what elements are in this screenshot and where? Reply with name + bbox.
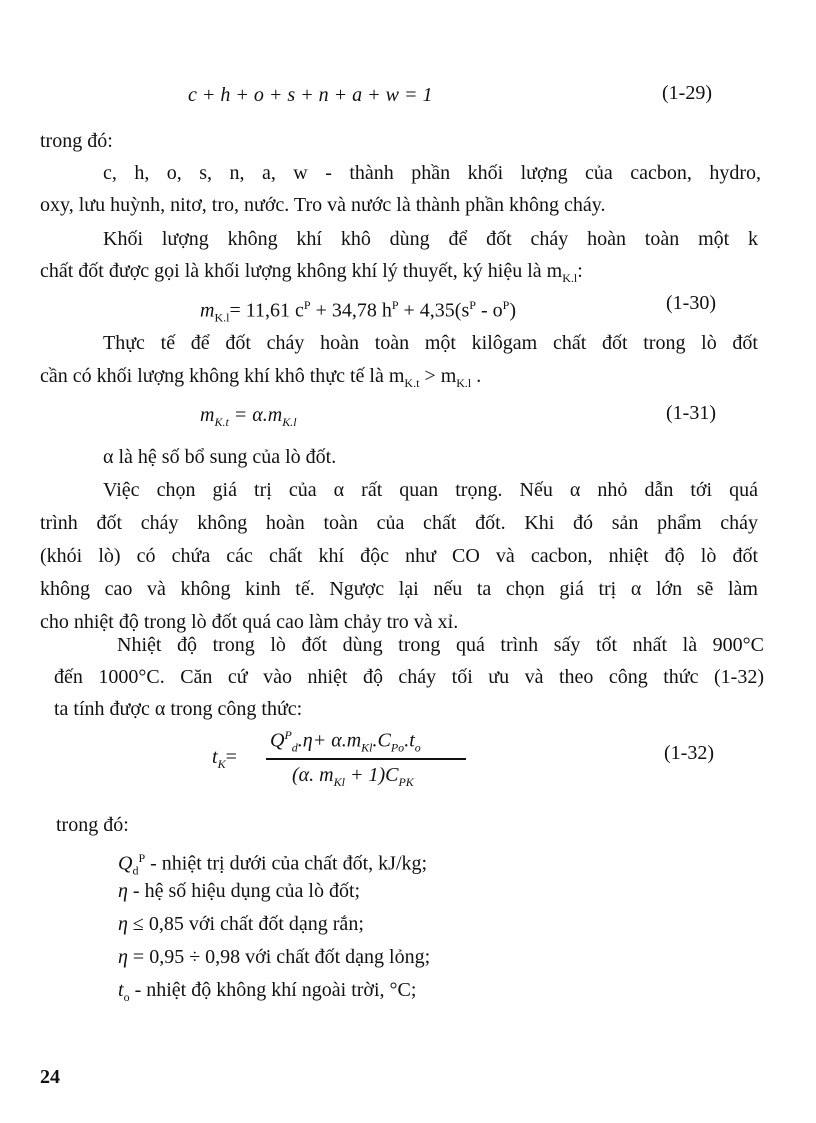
text-span: = 11,61 c [229, 299, 304, 322]
definition-item [118, 911, 364, 937]
equation-number: (1-29) [662, 82, 712, 104]
equation-lhs [212, 746, 237, 772]
subscript: K.l [456, 376, 472, 390]
fraction-bar [266, 758, 466, 760]
subscript: K.t [214, 415, 229, 429]
paragraph-line: ta tính được α trong công thức: [54, 698, 303, 720]
equation-number: (1-32) [664, 742, 714, 764]
subscript: K.l [562, 271, 578, 285]
equals-sign: = [225, 746, 237, 768]
paragraph-line: Nhiệt độ trong lò đốt dùng trong quá trình sấy tốt nhất là 900°C [117, 634, 764, 656]
paragraph-line: Việc chọn giá trị của α rất quan trọng. Nếu α nhỏ dẫn tới quá [103, 479, 758, 501]
definition-text: = 0,95 ÷ 0,98 với chất đốt dạng lỏng; [127, 946, 431, 968]
text-span: chất đốt được gọi là khối lượng không khí lý thuyết, ký hiệu là m [40, 260, 563, 282]
symbol: η [118, 946, 128, 968]
paragraph-line: đến 1000°C. Căn cứ vào nhiệt độ cháy tối ưu và theo công thức (1-32) [54, 666, 764, 688]
equation-1-31 [200, 402, 297, 435]
subscript: d [132, 863, 139, 878]
text-span: .t [404, 729, 415, 752]
equation-number: (1-30) [666, 292, 716, 314]
symbol: η [118, 880, 128, 902]
page-number: 24 [40, 1066, 60, 1088]
symbol: t [118, 979, 124, 1001]
paragraph-line [40, 258, 583, 291]
symbol: m [200, 404, 215, 426]
paragraph-line: oxy, lưu huỳnh, nitơ, tro, nước. Tro và nước là thành phần không cháy. [40, 194, 606, 216]
paragraph-line [40, 363, 481, 396]
symbol: Q [270, 729, 285, 752]
text-span: > m [419, 365, 457, 387]
symbol: t [212, 746, 218, 768]
text-span: ) [509, 299, 516, 322]
text-span: + 34,78 h [310, 299, 392, 322]
equation-1-30 [200, 292, 516, 331]
superscript: P [469, 298, 476, 312]
subscript: K [217, 757, 226, 771]
text-span: = α.m [233, 404, 283, 426]
definition-text: - hệ số hiệu dụng của lò đốt; [127, 880, 361, 902]
subscript: K.l [214, 310, 230, 325]
paragraph-line: Khối lượng không khí khô dùng để đốt cháy hoàn toàn một k [103, 228, 758, 250]
subscript: K.t [404, 376, 420, 390]
definition-text: ≤ 0,85 với chất đốt dạng rắn; [127, 913, 364, 935]
text-span: : [577, 260, 583, 282]
text-span: .C [372, 729, 391, 752]
text-span: + 4,35(s [398, 299, 470, 322]
fraction-denominator [292, 764, 414, 790]
equation-1-29 [188, 82, 432, 108]
text-span: + 1)C [344, 764, 399, 786]
text-span: (α. m [292, 764, 334, 786]
symbol: η [118, 913, 128, 935]
paragraph-line: c, h, o, s, n, a, w - thành phần khối lượng của cacbon, hydro, [103, 162, 761, 184]
definition-text: - nhiệt độ không khí ngoài trời, °C; [129, 979, 417, 1001]
superscript: P [391, 298, 399, 312]
subscript: Kl [361, 740, 373, 755]
superscript: P [138, 851, 146, 865]
fraction-numerator [270, 728, 421, 756]
text-span: .η+ α.m [297, 729, 362, 752]
definition-text: - nhiệt trị dưới của chất đốt, kJ/kg; [145, 852, 428, 875]
paragraph-line: trình đốt cháy không hoàn toàn của chất đốt. Khi đó sản phẩm cháy [40, 512, 758, 534]
definition-item [118, 878, 360, 904]
subscript: K.l [282, 415, 297, 429]
equation-1-32 [212, 724, 472, 794]
paragraph-line: Thực tế để đốt cháy hoàn toàn một kilôgam chất đốt trong lò đốt [103, 332, 758, 354]
subscript: o [414, 740, 421, 755]
paragraph-line: α là hệ số bổ sung của lò đốt. [103, 446, 337, 468]
text-span: cần có khối lượng không khí khô thực tế là m [40, 365, 405, 387]
superscript: P [303, 298, 311, 312]
superscript: P [284, 728, 292, 742]
symbol: m [200, 299, 215, 322]
symbol: Q [118, 852, 133, 875]
definition-item [118, 944, 430, 970]
paragraph-line: không cao và không kinh tế. Ngược lại nếu ta chọn giá trị α lớn sẽ làm [40, 578, 758, 600]
trong-do-label: trong đó: [40, 130, 113, 152]
paragraph-line: (khói lò) có chứa các chất khí độc như CO và cacbon, nhiệt độ lò đốt [40, 545, 758, 567]
subscript: Po [390, 740, 405, 755]
subscript: o [123, 990, 130, 1004]
text-span: - o [475, 299, 503, 322]
subscript: d [291, 740, 298, 755]
equation-formula: c + h + o + s + n + a + w = 1 [188, 84, 433, 106]
subscript: PK [398, 775, 414, 789]
superscript: P [502, 298, 510, 312]
text-span: . [471, 365, 482, 387]
paragraph-line: cho nhiệt độ trong lò đốt quá cao làm chảy tro và xỉ. [40, 611, 459, 633]
subscript: Kl [333, 775, 345, 789]
equation-number: (1-31) [666, 402, 716, 424]
definition-item [118, 977, 416, 1010]
trong-do-label: trong đó: [56, 814, 129, 836]
